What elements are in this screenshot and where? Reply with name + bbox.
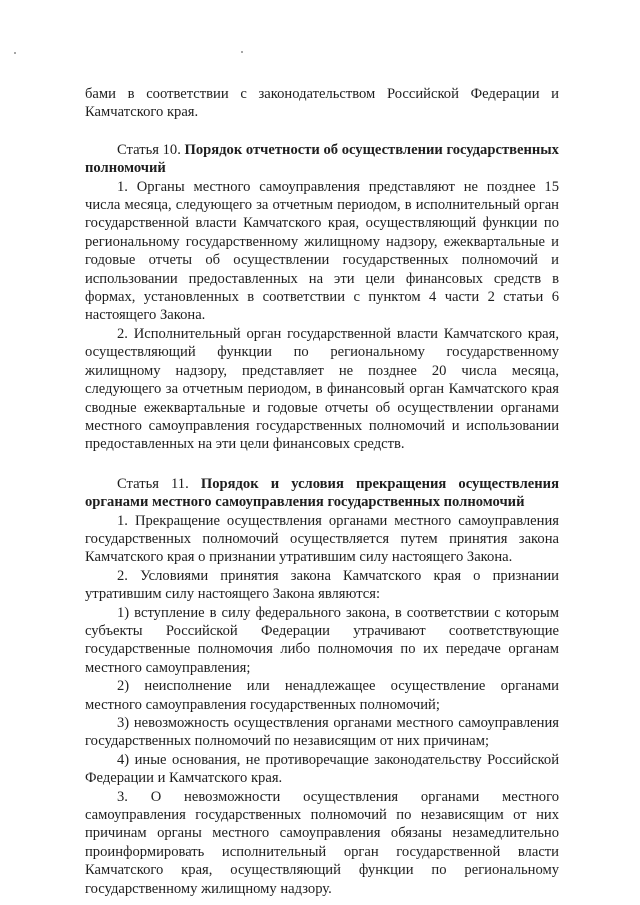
scan-speck [241, 51, 243, 53]
article-10-paragraph-1: 1. Органы местного самоуправления представляют не позднее 15 числа месяца, следующего за отчетным периодом, в исполнительный орган государственной власти Камчатского края, осуществляющий функции по региональному государственному жилищному надзору, ежеквартальные и годовые отчеты об осуществлении государственных полномочий и использовании предоставленных на эти цели финансовых средств в формах, установленных в соответствии с пунктом 4 части 2 статьи 6 настоящего Закона. [85, 178, 559, 324]
article-11-paragraph-3: 3. О невозможности осуществления органами местного самоуправления государственных полномочий по независящим от них причинам органы местного самоуправления обязаны незамедлительно проинформировать исполнительный орган государственной власти Камчатского края, осуществляющий функции по региональному государственному жилищному надзору. [85, 788, 559, 897]
article-11-paragraph-1: 1. Прекращение осуществления органами местного самоуправления государственных полномочий осуществляется путем принятия закона Камчатского края о признании утратившим силу настоящего Закона. [85, 512, 559, 566]
article-10-title: Порядок отчетности об осуществлении государственных полномочий [85, 141, 559, 177]
article-11-item-4: 4) иные основания, не противоречащие законодательству Российской Федерации и Камчатского края. [85, 751, 559, 787]
document-body [85, 85, 559, 898]
article-11-title: Порядок и условия прекращения осуществления органами местного самоуправления государственных полномочий [85, 475, 559, 511]
article-11-item-2: 2) неисполнение или ненадлежащее осуществление органами местного самоуправления государственных полномочий; [85, 678, 559, 713]
article-11-paragraph-2: 2. Условиями принятия закона Камчатского края о признании утратившим силу настоящего Закона являются: [85, 567, 559, 603]
article-10-paragraph-2: 2. Исполнительный орган государственной власти Камчатского края, осуществляющий функции по региональному государственному жилищному надзору, представляет не позднее 20 числа месяца, следующего за отчетным периодом, в финансовый орган Камчатского края сводные ежеквартальные и годовые отчеты об осуществлении органами местного самоуправления государственных полномочий и использовании предоставленных на эти цели финансовых средств. [85, 325, 559, 453]
article-11-number: Статья 11. [117, 475, 189, 492]
intro-paragraph: бами в соответствии с законодательством Российской Федерации и Камчатского края. [85, 86, 559, 121]
article-11-heading [85, 475, 559, 512]
article-11-item-3: 3) невозможность осуществления органами местного самоуправления государственных полномочий по независящим от них причинам; [85, 715, 559, 750]
article-10-number: Статья 10. [117, 141, 181, 158]
article-11-item-1: 1) вступление в силу федерального закона, в соответствии с которым субъекты Российской Федерации утрачивают соответствующие государственные полномочия либо полномочия по их передаче органам местного самоуправления; [85, 604, 559, 676]
scan-speck [14, 52, 16, 54]
article-10-heading [85, 141, 559, 178]
